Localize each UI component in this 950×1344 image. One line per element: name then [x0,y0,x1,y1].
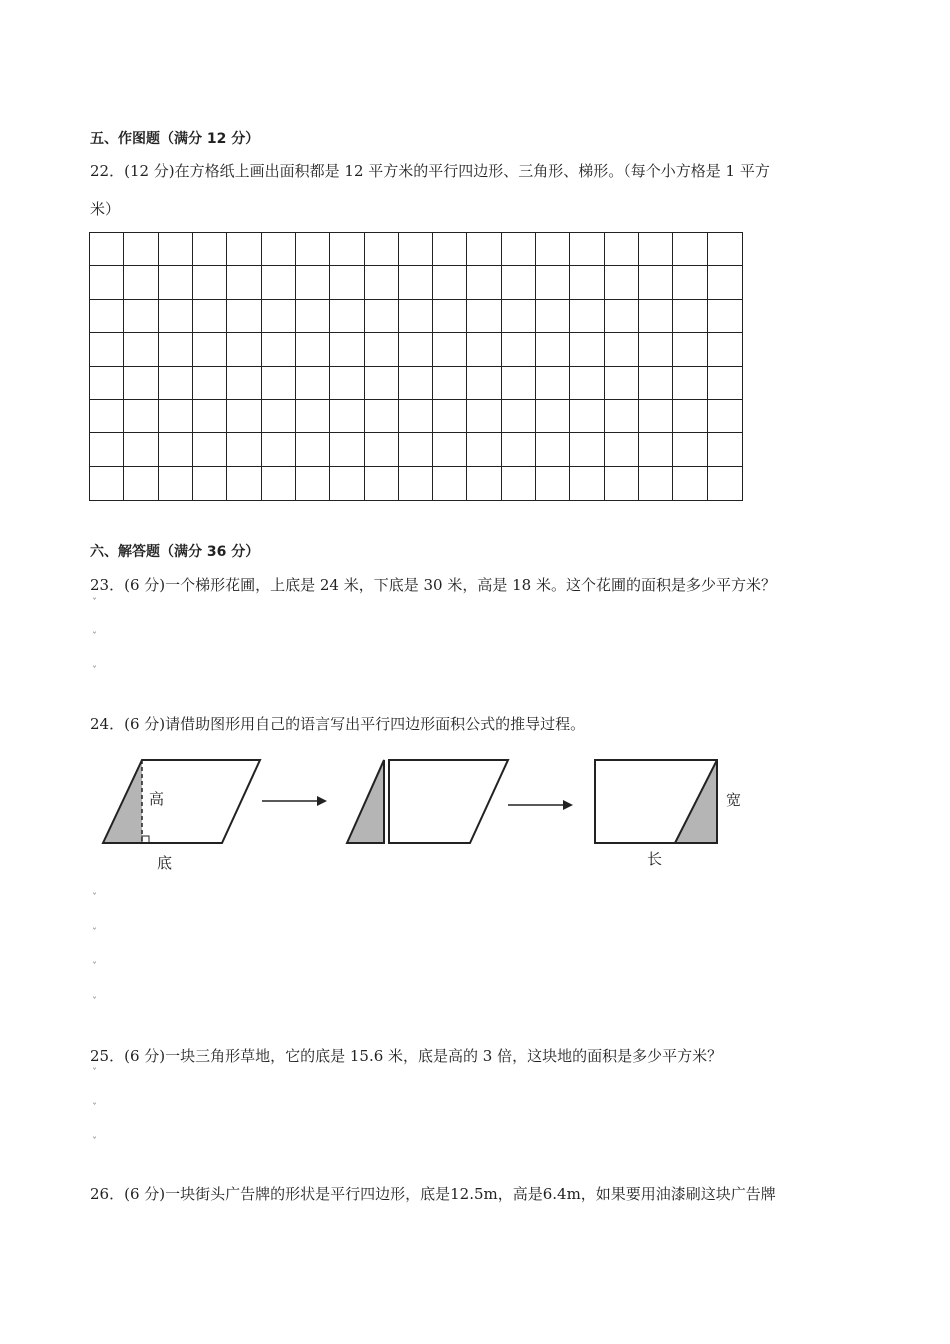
grid-cell [124,266,158,299]
grid-cell [708,300,742,333]
label-height: 高 [149,790,165,808]
grid-cell [124,300,158,333]
grid-cell [296,300,330,333]
grid-cell [296,333,330,366]
grid-cell [124,367,158,400]
grid-cell [639,300,673,333]
grid-cell [433,300,467,333]
grid-cell [467,266,501,299]
grid-cell [193,266,227,299]
grid-cell [159,467,193,500]
grid-cell [536,333,570,366]
grid-cell [708,467,742,500]
grid-cell [570,433,604,466]
grid-cell [159,400,193,433]
question-24-text: 24．(6 分)请借助图形用自己的语言写出平行四边形面积公式的推导过程。 [90,715,586,733]
grid-cell [433,400,467,433]
grid-cell [296,400,330,433]
grid-cell [159,433,193,466]
grid-cell [399,433,433,466]
grid-cell [365,467,399,500]
grid-cell [365,400,399,433]
section-6-title: 六、解答题（满分 36 分） [90,544,260,560]
grid-cell [90,333,124,366]
grid-cell [536,266,570,299]
grid-cell [605,367,639,400]
grid-cell [399,400,433,433]
right-angle-mark [142,836,149,843]
grid-cell [159,233,193,266]
grid-cell [570,400,604,433]
grid-cell [502,433,536,466]
grid-cell [296,266,330,299]
grid-cell [536,400,570,433]
grid-cell [90,433,124,466]
grid-cell [227,333,261,366]
answer-mark: ˇ [92,997,97,1008]
grid-cell [502,333,536,366]
arrow-head [317,796,327,806]
arrow-head [563,800,573,810]
grid-cell [330,300,364,333]
grid-cell [330,367,364,400]
grid-cell [708,433,742,466]
grid-cell [227,300,261,333]
grid-cell [605,433,639,466]
grid-cell [467,233,501,266]
grid-cell [639,233,673,266]
grid-cell [399,367,433,400]
grid-cell [433,433,467,466]
grid-cell [502,233,536,266]
grid-cell [708,367,742,400]
grid-cell [673,433,707,466]
square-grid-paper [89,232,743,501]
grid-cell [365,300,399,333]
label-base: 底 [157,854,173,872]
grid-cell [433,266,467,299]
question-25-text: 25．(6 分)一块三角形草地，它的底是 15.6 米，底是高的 3 倍，这块地的面积是多少平方米？ [90,1047,723,1065]
grid-cell [536,467,570,500]
grid-cell [673,467,707,500]
grid-cell [330,233,364,266]
grid-cell [262,233,296,266]
grid-cell [570,300,604,333]
grid-cell [467,467,501,500]
grid-cell [90,266,124,299]
grid-cell [124,467,158,500]
grid-cell [708,233,742,266]
grid-cell [365,233,399,266]
question-22-line-2: 米） [90,200,121,218]
grid-cell [227,367,261,400]
grid-cell [570,333,604,366]
grid-cell [330,400,364,433]
grid-cell [399,266,433,299]
grid-cell [262,467,296,500]
grid-cell [433,467,467,500]
grid-cell [433,333,467,366]
grid-cell [433,367,467,400]
grid-cell [536,433,570,466]
grid-cell [399,467,433,500]
grid-cell [193,233,227,266]
section-5-title: 五、作图题（满分 12 分） [90,131,260,147]
grid-cell [193,300,227,333]
grid-cell [639,266,673,299]
grid-cell [673,367,707,400]
grid-cell [536,233,570,266]
grid-cell [708,333,742,366]
grid-cell [262,266,296,299]
grid-cell [570,266,604,299]
remaining-trapezoid [389,760,508,843]
grid-cell [227,467,261,500]
grid-cell [365,433,399,466]
answer-mark: ˇ [92,893,97,904]
cut-triangle [347,760,384,843]
grid-cell [708,400,742,433]
grid-cell [159,300,193,333]
grid-cell [90,300,124,333]
grid-cell [399,233,433,266]
grid-cell [124,433,158,466]
grid-cell [433,233,467,266]
answer-mark: ˇ [92,928,97,939]
grid-cell [570,233,604,266]
grid-cell [639,367,673,400]
grid-cell [193,467,227,500]
grid-cell [296,367,330,400]
grid-cell [227,433,261,466]
parallelogram-derivation-figure [90,750,790,880]
question-26-text: 26．(6 分)一块街头广告牌的形状是平行四边形，底是12.5m，高是6.4m，如果要用油漆刷这块广告牌 [90,1185,776,1203]
grid-cell [639,333,673,366]
grid-cell [570,467,604,500]
grid-cell [193,433,227,466]
grid-cell [467,300,501,333]
answer-mark: ˇ [92,1103,97,1114]
grid-cell [193,367,227,400]
grid-cell [365,333,399,366]
grid-cell [330,467,364,500]
grid-cell [467,367,501,400]
answer-mark: ˇ [92,1137,97,1148]
question-22-line-1: 22．(12 分)在方格纸上画出面积都是 12 平方米的平行四边形、三角形、梯形。（每个小方格是 1 平方 [90,162,770,180]
label-length: 长 [647,850,663,868]
grid-cell [502,300,536,333]
grid-cell [296,233,330,266]
grid-cell [536,300,570,333]
grid-cell [227,233,261,266]
grid-cell [399,300,433,333]
grid-cell [467,433,501,466]
grid-cell [159,266,193,299]
grid-cell [227,400,261,433]
answer-mark: ˇ [92,962,97,973]
question-23-text: 23．(6 分)一个梯形花圃，上底是 24 米，下底是 30 米，高是 18 米。这个花圃的面积是多少平方米？ [90,576,776,594]
grid-cell [90,233,124,266]
grid-cell [605,266,639,299]
answer-mark: ˇ [92,598,97,609]
label-width: 宽 [726,791,742,809]
grid-cell [502,467,536,500]
grid-cell [605,333,639,366]
grid-cell [262,333,296,366]
grid-cell [605,233,639,266]
grid-cell [262,367,296,400]
grid-cell [124,333,158,366]
answer-mark: ˇ [92,666,97,677]
grid-cell [467,333,501,366]
grid-cell [262,433,296,466]
grid-cell [124,233,158,266]
grid-cell [330,333,364,366]
grid-cell [159,333,193,366]
grid-cell [605,467,639,500]
grid-cell [673,300,707,333]
grid-cell [90,400,124,433]
grid-cell [262,300,296,333]
grid-cell [673,333,707,366]
grid-cell [124,400,158,433]
grid-cell [673,266,707,299]
grid-cell [330,266,364,299]
grid-cell [502,367,536,400]
answer-mark: ˇ [92,632,97,643]
grid-cell [330,433,364,466]
grid-cell [605,400,639,433]
grid-cell [296,433,330,466]
grid-cell [193,333,227,366]
grid-cell [399,333,433,366]
grid-cell [467,400,501,433]
grid-cell [262,400,296,433]
grid-cell [502,266,536,299]
grid-cell [296,467,330,500]
grid-cell [639,433,673,466]
grid-cell [365,266,399,299]
grid-cell [227,266,261,299]
grid-cell [536,367,570,400]
grid-cell [639,467,673,500]
grid-cell [502,400,536,433]
grid-cell [159,367,193,400]
grid-cell [570,367,604,400]
grid-cell [639,400,673,433]
answer-mark: ˇ [92,1068,97,1079]
grid-cell [90,467,124,500]
grid-cell [605,300,639,333]
grid-cell [708,266,742,299]
grid-cell [193,400,227,433]
grid-cell [673,233,707,266]
grid-cell [365,367,399,400]
grid-cell [673,400,707,433]
grid-cell [90,367,124,400]
